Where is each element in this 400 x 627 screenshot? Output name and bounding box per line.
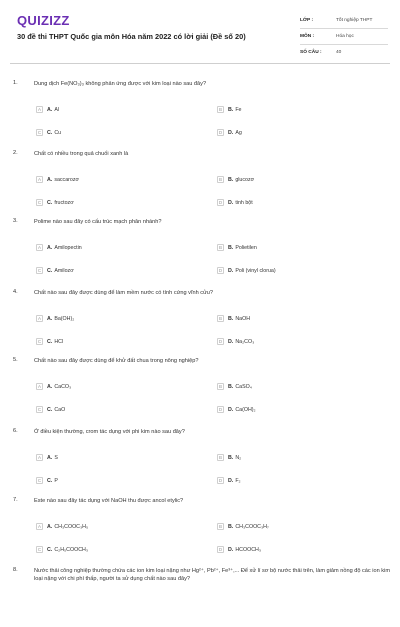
page-title: 30 đề thi THPT Quốc gia môn Hóa năm 2022 có lời giải (Đề số 20) <box>17 32 246 41</box>
option-label: D. <box>228 477 234 484</box>
question-text: Dung dịch Fe(NO₃)₃ không phản ứng được với kim loại nào sau đây? <box>34 81 207 87</box>
option-text: HCl <box>54 338 64 345</box>
option-letter-box[interactable]: D <box>218 200 223 205</box>
header-divider <box>10 63 390 64</box>
option-letter-box[interactable]: B <box>218 107 222 112</box>
option-text: S <box>54 454 58 461</box>
option-letter-box[interactable]: D <box>218 547 223 552</box>
question-item <box>0 428 400 488</box>
option-text: CaCO₃ <box>54 383 72 390</box>
option-letter-box[interactable]: D <box>218 268 223 273</box>
option-text: Amilopectin <box>54 244 82 251</box>
option-label: A. <box>47 523 53 530</box>
question-number: 6. <box>13 428 18 434</box>
question-item <box>0 289 400 349</box>
option-letter-box[interactable]: A <box>37 384 41 389</box>
option-letter-box[interactable]: D <box>218 339 223 344</box>
option-letter-box[interactable]: C <box>37 407 42 412</box>
question-text: Chất nào sau đây được dùng để làm mềm nước có tính cứng vĩnh cửu? <box>34 290 214 296</box>
option-letter-box[interactable]: A <box>37 524 41 529</box>
answer-option-a[interactable] <box>36 521 88 532</box>
option-text: glucozơ <box>235 176 255 183</box>
option-label: C. <box>47 477 53 484</box>
option-label: C. <box>47 338 53 345</box>
question-number: 4. <box>13 289 18 295</box>
option-label: C. <box>47 129 53 136</box>
option-text: Poli (vinyl clorua) <box>235 267 276 274</box>
answer-option-a[interactable] <box>36 381 71 392</box>
answer-option-c[interactable] <box>36 265 74 276</box>
option-text: CaO <box>54 406 66 413</box>
question-number: 5. <box>13 357 18 363</box>
option-label: D. <box>228 546 234 553</box>
answer-option-c[interactable] <box>36 404 65 415</box>
quiz-meta-table <box>300 13 388 60</box>
meta-value: 40 <box>336 50 342 55</box>
option-letter-box[interactable]: D <box>218 130 223 135</box>
option-text: F₂ <box>235 477 241 484</box>
option-label: B. <box>228 244 234 251</box>
option-label: D. <box>228 406 234 413</box>
question-item <box>0 218 400 278</box>
option-label: B. <box>228 523 234 530</box>
answer-option-b[interactable] <box>217 242 257 253</box>
meta-row-class <box>300 13 388 29</box>
answer-option-b[interactable] <box>217 452 241 463</box>
option-text: HCOOCH₃ <box>235 546 262 553</box>
answer-option-b[interactable] <box>217 104 242 115</box>
option-label: B. <box>228 315 234 322</box>
option-label: D. <box>228 338 234 345</box>
option-text: Ag <box>235 129 242 136</box>
option-text: Cu <box>54 129 62 136</box>
answer-option-c[interactable] <box>36 544 88 555</box>
answer-option-b[interactable] <box>217 313 250 324</box>
option-label: A. <box>47 244 53 251</box>
option-letter-box[interactable]: B <box>218 177 222 182</box>
answer-option-c[interactable] <box>36 336 63 347</box>
option-letter-box[interactable]: A <box>37 177 41 182</box>
option-label: D. <box>228 129 234 136</box>
meta-key: MÔN : <box>300 34 315 39</box>
meta-row-question-count <box>300 45 388 60</box>
option-label: A. <box>47 383 53 390</box>
answer-option-d[interactable] <box>217 475 241 486</box>
answer-option-c[interactable] <box>36 475 58 486</box>
option-text: fructozơ <box>54 199 74 206</box>
question-text: Este nào sau đây tác dụng với NaOH thu được ancol etylic? <box>34 498 184 504</box>
answer-option-a[interactable] <box>36 104 59 115</box>
answer-option-d[interactable] <box>217 336 254 347</box>
option-letter-box[interactable]: B <box>218 384 222 389</box>
meta-value: Hóa học <box>336 34 354 39</box>
answer-option-d[interactable] <box>217 127 242 138</box>
question-text: Chất có nhiều trong quả chuối xanh là <box>34 151 129 157</box>
option-text: P <box>54 477 58 484</box>
option-label: B. <box>228 383 234 390</box>
option-letter-box[interactable]: C <box>37 339 42 344</box>
option-text: Polietilen <box>235 244 257 251</box>
question-item <box>0 497 400 557</box>
option-label: D. <box>228 199 234 206</box>
option-label: C. <box>47 406 53 413</box>
question-item <box>0 80 400 140</box>
answer-option-a[interactable] <box>36 242 82 253</box>
option-letter-box[interactable]: A <box>37 316 41 321</box>
option-text: Na₂CO₃ <box>235 338 255 345</box>
option-text: tinh bột <box>235 199 253 206</box>
answer-option-a[interactable] <box>36 174 79 185</box>
question-item <box>0 150 400 210</box>
option-label: A. <box>47 315 53 322</box>
option-text: CH₃COOC₃H₅ <box>54 523 89 530</box>
option-text: saccarozơ <box>54 176 79 183</box>
option-letter-box[interactable]: B <box>218 316 222 321</box>
option-text: CaSO₄ <box>235 383 252 390</box>
question-text: Nước thải công nghiệp thường chứa các ion kim loại nặng như Hg²⁺, Pb²⁺, Fe³⁺,... Để xử lí sơ bộ nước thải trên, làm giảm nồng độ các ion kim loại nặng với chi phí thấp, người ta sử dụng chất nào sau đây? <box>34 568 390 582</box>
question-item <box>0 357 400 417</box>
option-letter-box[interactable]: C <box>37 547 42 552</box>
option-label: C. <box>47 267 53 274</box>
option-letter-box[interactable]: A <box>37 455 41 460</box>
question-text: Ở điều kiện thường, crom tác dụng với phi kim nào sau đây? <box>34 429 185 435</box>
question-number: 2. <box>13 150 18 156</box>
answer-option-c[interactable] <box>36 197 74 208</box>
answer-option-d[interactable] <box>217 544 261 555</box>
meta-row-subject <box>300 29 388 45</box>
question-number: 7. <box>13 497 18 503</box>
question-text: Polime nào sau đây có cấu trúc mạch phân nhánh? <box>34 219 162 225</box>
quizizz-logo: QUIZIZZ <box>17 13 70 28</box>
option-text: N₂ <box>235 454 242 461</box>
option-letter-box[interactable]: C <box>37 130 42 135</box>
option-letter-box[interactable]: B <box>218 245 222 250</box>
option-letter-box[interactable]: C <box>37 268 42 273</box>
option-label: A. <box>47 176 53 183</box>
option-label: A. <box>47 454 53 461</box>
option-letter-box[interactable]: B <box>218 455 222 460</box>
question-number: 3. <box>13 218 18 224</box>
option-letter-box[interactable]: A <box>37 245 41 250</box>
meta-key: SỐ CÂU : <box>300 50 322 55</box>
option-text: CH₃COOC₃H₇ <box>235 523 269 530</box>
option-label: B. <box>228 454 234 461</box>
option-text: Al <box>54 106 60 113</box>
question-item <box>0 567 400 627</box>
option-text: NaOH <box>235 315 251 322</box>
option-letter-box[interactable]: D <box>218 407 223 412</box>
option-label: B. <box>228 176 234 183</box>
option-text: C₂H₅COOCH₃ <box>54 546 89 553</box>
option-label: C. <box>47 546 53 553</box>
question-number: 1. <box>13 80 18 86</box>
option-letter-box[interactable]: B <box>218 524 222 529</box>
meta-key: LỚP : <box>300 18 314 23</box>
option-text: Amilozơ <box>54 267 74 274</box>
option-label: D. <box>228 267 234 274</box>
answer-option-d[interactable] <box>217 404 256 415</box>
answer-option-a[interactable] <box>36 452 58 463</box>
answer-option-d[interactable] <box>217 265 276 276</box>
answer-option-b[interactable] <box>217 381 252 392</box>
question-text: Chất nào sau đây được dùng để khử đất chua trong nông nghiệp? <box>34 358 199 364</box>
option-label: A. <box>47 106 53 113</box>
option-text: Ca(OH)₂ <box>235 406 256 413</box>
option-letter-box[interactable]: C <box>37 478 42 483</box>
option-text: Fe <box>235 106 242 113</box>
option-letter-box[interactable]: A <box>37 107 41 112</box>
answer-option-a[interactable] <box>36 313 74 324</box>
answer-option-d[interactable] <box>217 197 253 208</box>
answer-option-c[interactable] <box>36 127 61 138</box>
option-letter-box[interactable]: C <box>37 200 42 205</box>
meta-value: Tốt nghiệp THPT <box>336 18 373 23</box>
answer-option-b[interactable] <box>217 521 269 532</box>
option-text: Ba(OH)₂ <box>54 315 75 322</box>
question-number: 8. <box>13 567 18 573</box>
option-label: C. <box>47 199 53 206</box>
option-letter-box[interactable]: D <box>218 478 223 483</box>
option-label: B. <box>228 106 234 113</box>
answer-option-b[interactable] <box>217 174 254 185</box>
